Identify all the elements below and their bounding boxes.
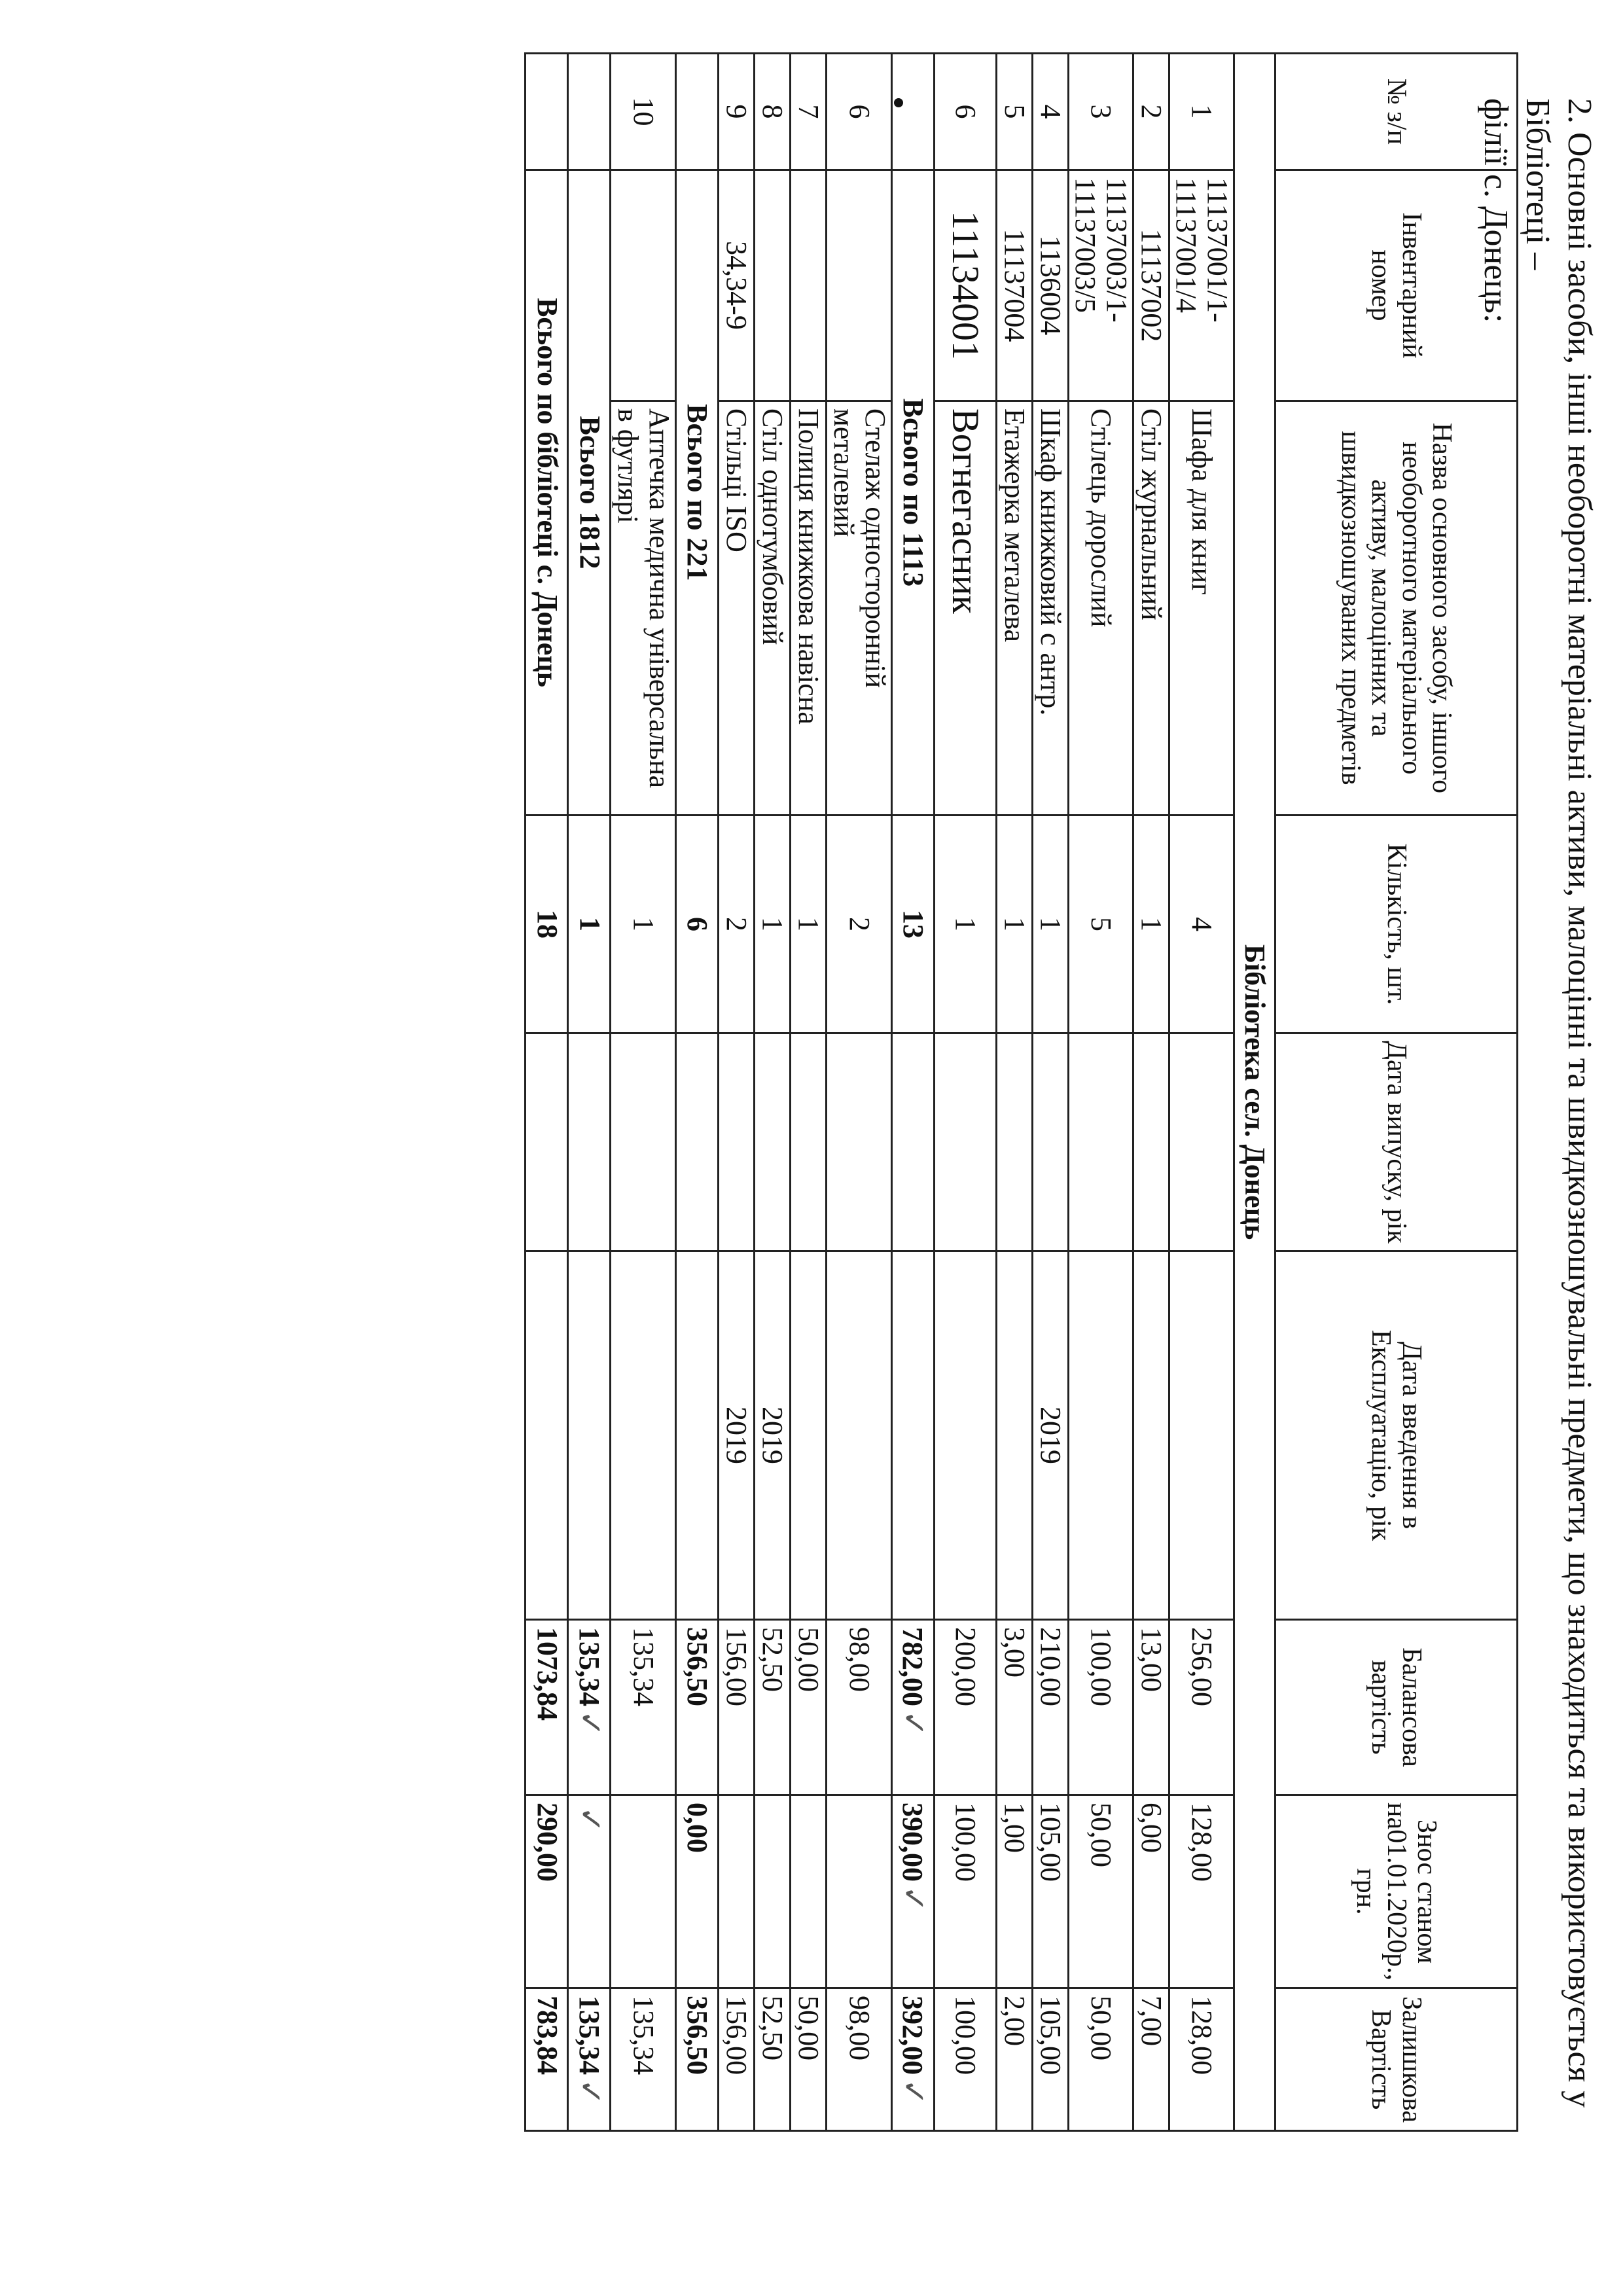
row-name: Вогнегасник [935, 401, 997, 816]
row-release-date [1169, 1033, 1234, 1251]
subtotal-label: Всього по бібліотеці с. Донець [526, 170, 568, 816]
row-depreciation: 50,00 [1069, 1795, 1133, 1988]
table-row [1169, 54, 1234, 2131]
check-mark: ✓ [896, 2079, 931, 2106]
subtotal-blank [676, 1033, 719, 1251]
subtotal-quantity: 13 [892, 816, 935, 1033]
row-inventory: 34,34-9 [719, 170, 755, 401]
header-quantity: Кількість, шт. [1275, 816, 1518, 1033]
subtotal-residual: 356,50 [676, 1988, 719, 2131]
row-name: Стіл однотумбовий [755, 401, 791, 816]
row-residual: 2,00 [997, 1988, 1033, 2131]
subtotal-1113 [892, 54, 935, 2131]
row-number: 10 [611, 54, 676, 170]
subtotal-balance: 782,00✓ [892, 1620, 935, 1795]
subtotal-label: Всього 1812 [568, 170, 611, 816]
row-name: Полиця книжкова навісна [791, 401, 827, 816]
row-balance: 13,00 [1133, 1620, 1169, 1795]
row-residual: 105,00 [1033, 1988, 1069, 2131]
check-mark: ✓ [572, 1710, 607, 1737]
row-inventory: 11137002 [1133, 170, 1169, 401]
row-quantity: 1 [791, 816, 827, 1033]
row-balance: 156,00 [719, 1620, 755, 1795]
table-row [827, 54, 892, 2131]
row-release-date [791, 1033, 827, 1251]
row-inventory [827, 170, 892, 401]
row-name: Стіл журнальний [1133, 401, 1169, 816]
row-quantity: 1 [1133, 816, 1169, 1033]
table-row [935, 54, 997, 2131]
grand-total [526, 54, 568, 2131]
row-depreciation [719, 1795, 755, 1988]
row-residual: 52,50 [755, 1988, 791, 2131]
row-commission-date: 2019 [719, 1251, 755, 1620]
row-depreciation [827, 1795, 892, 1988]
check-mark: ✓ [572, 1806, 607, 1833]
row-commission-date [611, 1251, 676, 1620]
row-release-date [611, 1033, 676, 1251]
row-residual: 98,00 [827, 1988, 892, 2131]
subtotal-balance: 1073,84 [526, 1620, 568, 1795]
row-balance: 3,00 [997, 1620, 1033, 1795]
row-number: 6 [935, 54, 997, 170]
row-balance: 100,00 [1069, 1620, 1133, 1795]
subtotal-blank [568, 1251, 611, 1620]
subtotal-blank [568, 1033, 611, 1251]
row-commission-date [1133, 1251, 1169, 1620]
row-inventory: 11134001 [935, 170, 997, 401]
subtotal-residual: 392,00✓ [892, 1988, 935, 2131]
subtotal-blank [526, 1251, 568, 1620]
table-row [1033, 54, 1069, 2131]
check-mark: ✓ [572, 2079, 607, 2106]
subtotal-221 [676, 54, 719, 2131]
row-balance: 200,00 [935, 1620, 997, 1795]
row-release-date [1033, 1033, 1069, 1251]
subtotal-label: Всього по 221 [676, 170, 719, 816]
check-mark: ✓ [896, 1886, 931, 1912]
subtotal-depreciation [568, 1795, 611, 1988]
row-residual: 50,00 [791, 1988, 827, 2131]
header-name: Назва основного засобу, іншого необоротного матеріального активу, малоцінних та швидкозношуваних предметів [1275, 401, 1518, 816]
row-balance: 210,00 [1033, 1620, 1069, 1795]
header-balance: Балансова вартість [1275, 1620, 1518, 1795]
row-quantity: 1 [997, 816, 1033, 1033]
check-mark: ✓ [896, 1710, 931, 1737]
row-release-date [997, 1033, 1033, 1251]
header-depreciation: Знос станом на01.01.2020р., грн. [1275, 1795, 1518, 1988]
row-number: 9 [719, 54, 755, 170]
header-residual: Залишкова Вартість [1275, 1988, 1518, 2131]
row-number: 7 [791, 54, 827, 170]
library-name: Бібліотека сел. Донець [1234, 54, 1275, 2131]
row-number: 4 [1033, 54, 1069, 170]
row-inventory: 11137004 [997, 170, 1033, 401]
heading-line-1: 2. Основні засоби, інші необоротні матеріальні активи, малоцінні та швидкозношувальні предмети, що знаходиться та використовується у Бібліотеці – [1519, 98, 1598, 2108]
row-release-date [1133, 1033, 1169, 1251]
subtotal-blank [892, 1033, 935, 1251]
row-release-date [827, 1033, 892, 1251]
row-commission-date [935, 1251, 997, 1620]
row-balance: 52,50 [755, 1620, 791, 1795]
row-depreciation: 105,00 [1033, 1795, 1069, 1988]
row-number: 3 [1069, 54, 1133, 170]
subtotal-blank [892, 54, 935, 170]
table-row [997, 54, 1033, 2131]
subtotal-blank [676, 54, 719, 170]
subtotal-quantity: 6 [676, 816, 719, 1033]
row-commission-date [1169, 1251, 1234, 1620]
row-name: Стільці ISO [719, 401, 755, 816]
row-quantity: 4 [1169, 816, 1234, 1033]
row-number: 5 [997, 54, 1033, 170]
row-commission-date [827, 1251, 892, 1620]
row-inventory [611, 170, 676, 401]
row-name: Аптечка медична універсальна в футлярі [611, 401, 676, 816]
row-commission-date: 2019 [1033, 1251, 1069, 1620]
row-number: 2 [1133, 54, 1169, 170]
row-inventory [755, 170, 791, 401]
row-inventory: 1136004 [1033, 170, 1069, 401]
subtotal-residual: 783,84 [526, 1988, 568, 2131]
row-release-date [1069, 1033, 1133, 1251]
row-quantity: 1 [611, 816, 676, 1033]
header-inventory: Інвентарний номер [1275, 170, 1518, 401]
row-quantity: 5 [1069, 816, 1133, 1033]
row-name: Стелаж односторонній металевий [827, 401, 892, 816]
table-row [755, 54, 791, 2131]
table-row [719, 54, 755, 2131]
row-quantity: 1 [755, 816, 791, 1033]
subtotal-blank [526, 54, 568, 170]
subtotal-blank [568, 54, 611, 170]
subtotal-depreciation: 0,00 [676, 1795, 719, 1988]
library-row [1234, 54, 1275, 2131]
row-release-date [935, 1033, 997, 1251]
subtotal-quantity: 18 [526, 816, 568, 1033]
header-num: № з/п [1275, 54, 1518, 170]
table-row [611, 54, 676, 2131]
header-release-date: Дата випуску, рік [1275, 1033, 1518, 1251]
row-name: Шкаф книжковий с антр. [1033, 401, 1069, 816]
row-commission-date: 2019 [755, 1251, 791, 1620]
row-release-date [755, 1033, 791, 1251]
row-residual: 128,00 [1169, 1988, 1234, 2131]
row-balance: 256,00 [1169, 1620, 1234, 1795]
row-depreciation: 1,00 [997, 1795, 1033, 1988]
row-depreciation: 100,00 [935, 1795, 997, 1988]
row-balance: 98,00 [827, 1620, 892, 1795]
row-balance: 135,34 [611, 1620, 676, 1795]
table-row [791, 54, 827, 2131]
subtotal-residual: 135,34✓ [568, 1988, 611, 2131]
row-depreciation: 6,00 [1133, 1795, 1169, 1988]
subtotal-label: Всього по 1113 [892, 170, 935, 816]
table-row [1133, 54, 1169, 2131]
row-residual: 50,00 [1069, 1988, 1133, 2131]
subtotal-balance: 135,34✓ [568, 1620, 611, 1795]
subtotal-balance: 356,50 [676, 1620, 719, 1795]
row-residual: 156,00 [719, 1988, 755, 2131]
subtotal-1812 [568, 54, 611, 2131]
row-quantity: 2 [827, 816, 892, 1033]
row-residual: 100,00 [935, 1988, 997, 2131]
row-inventory: 11137001/1- 11137001/4 [1169, 170, 1234, 401]
row-depreciation [791, 1795, 827, 1988]
subtotal-blank [676, 1251, 719, 1620]
row-quantity: 1 [935, 816, 997, 1033]
subtotal-depreciation: 390,00✓ [892, 1795, 935, 1988]
row-name: Шафа для книг [1169, 401, 1234, 816]
row-name: Стілець дорослий [1069, 401, 1133, 816]
row-name: Етажерка металева [997, 401, 1033, 816]
subtotal-blank [892, 1251, 935, 1620]
row-residual: 7,00 [1133, 1988, 1169, 2131]
row-residual: 135,34 [611, 1988, 676, 2131]
subtotal-depreciation: 290,00 [526, 1795, 568, 1988]
row-depreciation [755, 1795, 791, 1988]
header-commission-date: Дата введення в Експлуатацію, рік [1275, 1251, 1518, 1620]
row-quantity: 1 [1033, 816, 1069, 1033]
row-depreciation: 128,00 [1169, 1795, 1234, 1988]
row-inventory: 11137003/1- 11137003/5 [1069, 170, 1133, 401]
row-commission-date [791, 1251, 827, 1620]
row-inventory [791, 170, 827, 401]
row-release-date [719, 1033, 755, 1251]
row-balance: 50,00 [791, 1620, 827, 1795]
heading-line-2: філії с. Донець: [1477, 98, 1514, 323]
table-row [1069, 54, 1133, 2131]
row-number: 6 [827, 54, 892, 170]
row-number: 1 [1169, 54, 1234, 170]
subtotal-quantity: 1 [568, 816, 611, 1033]
stray-dot [894, 98, 903, 107]
row-commission-date [1069, 1251, 1133, 1620]
row-number: 8 [755, 54, 791, 170]
row-quantity: 2 [719, 816, 755, 1033]
row-commission-date [997, 1251, 1033, 1620]
table-header-row [1275, 54, 1518, 2131]
assets-table [524, 52, 1518, 2132]
row-depreciation [611, 1795, 676, 1988]
subtotal-blank [526, 1033, 568, 1251]
